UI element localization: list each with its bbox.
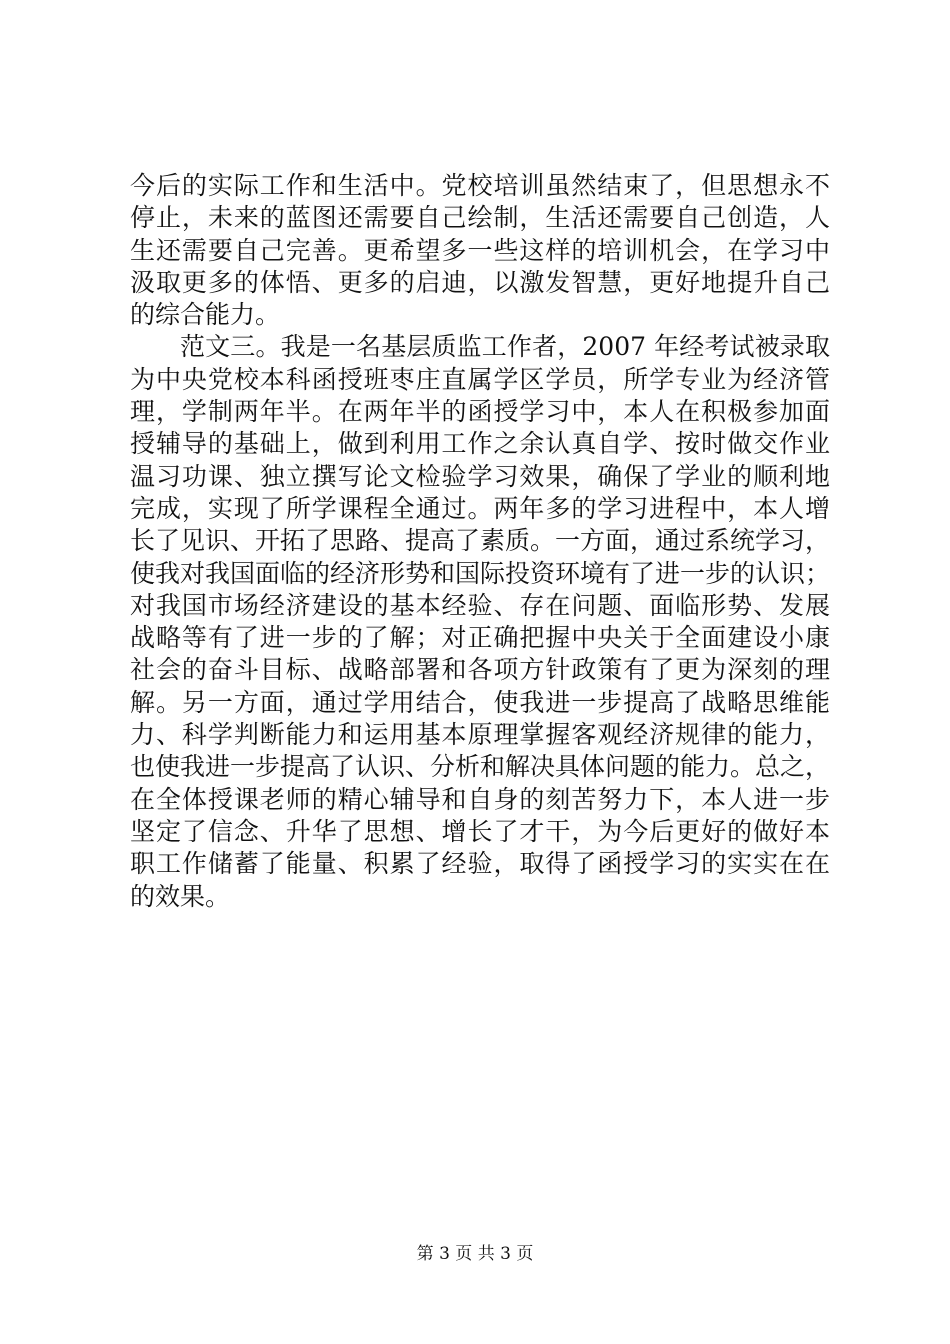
paragraph-line: 今后的实际工作和生活中。党校培训虽然结束了，但思想永不 <box>130 171 830 200</box>
paragraph-line: 社会的奋斗目标、战略部署和各项方针政策有了更为深刻的理 <box>130 655 830 685</box>
paragraph-line: 的效果。 <box>130 881 231 911</box>
paragraph-line: 的综合能力。 <box>130 300 281 330</box>
paragraph-line: 也使我进一步提高了认识、分析和解决具体问题的能力。总之， <box>130 752 831 782</box>
paragraph-line: 坚定了信念、升华了思想、增长了才干，为今后更好的做好本 <box>130 816 830 846</box>
paragraph-line: 长了见识、开拓了思路、提高了素质。一方面，通过系统学习， <box>130 526 831 556</box>
paragraph-1 <box>130 170 830 331</box>
paragraph-line: 温习功课、独立撰写论文检验学习效果，确保了学业的顺利地 <box>130 461 830 491</box>
paragraph-line: 授辅导的基础上，做到利用工作之余认真自学、按时做交作业 <box>130 429 830 459</box>
paragraph-line: 停止，未来的蓝图还需要自己绘制，生活还需要自己创造，人 <box>130 203 830 233</box>
paragraph-line: 完成，实现了所学课程全通过。两年多的学习进程中，本人增 <box>130 493 830 523</box>
paragraph-line: 范文三。我是一名基层质监工作者，2007 年经考试被录取 <box>180 332 830 362</box>
paragraph-line: 战略等有了进一步的了解；对正确把握中央关于全面建设小康 <box>130 623 830 653</box>
paragraph-line: 力、科学判断能力和运用基本原理掌握客观经济规律的能力， <box>130 720 830 750</box>
paragraph-line: 生还需要自己完善。更希望多一些这样的培训机会，在学习中 <box>130 235 830 265</box>
page-footer <box>0 1243 950 1265</box>
document-body <box>130 170 830 913</box>
paragraph-line: 使我对我国面临的经济形势和国际投资环境有了进一步的认识； <box>130 558 831 588</box>
paragraph-line: 在全体授课老师的精心辅导和自身的刻苦努力下，本人进一步 <box>130 784 830 814</box>
paragraph-2 <box>130 331 830 912</box>
paragraph-line: 解。另一方面，通过学用结合，使我进一步提高了战略思维能 <box>130 687 830 717</box>
paragraph-line: 为中央党校本科函授班枣庄直属学区学员，所学专业为经济管 <box>130 364 830 394</box>
paragraph-line: 理，学制两年半。在两年半的函授学习中，本人在积极参加面 <box>130 397 830 427</box>
page-number-label: 第 3 页 共 3 页 <box>416 1244 534 1264</box>
paragraph-line: 汲取更多的体悟、更多的启迪，以激发智慧，更好地提升自己 <box>130 267 830 297</box>
paragraph-line: 职工作储蓄了能量、积累了经验，取得了函授学习的实实在在 <box>130 849 830 879</box>
paragraph-line: 对我国市场经济建设的基本经验、存在问题、面临形势、发展 <box>130 590 830 620</box>
